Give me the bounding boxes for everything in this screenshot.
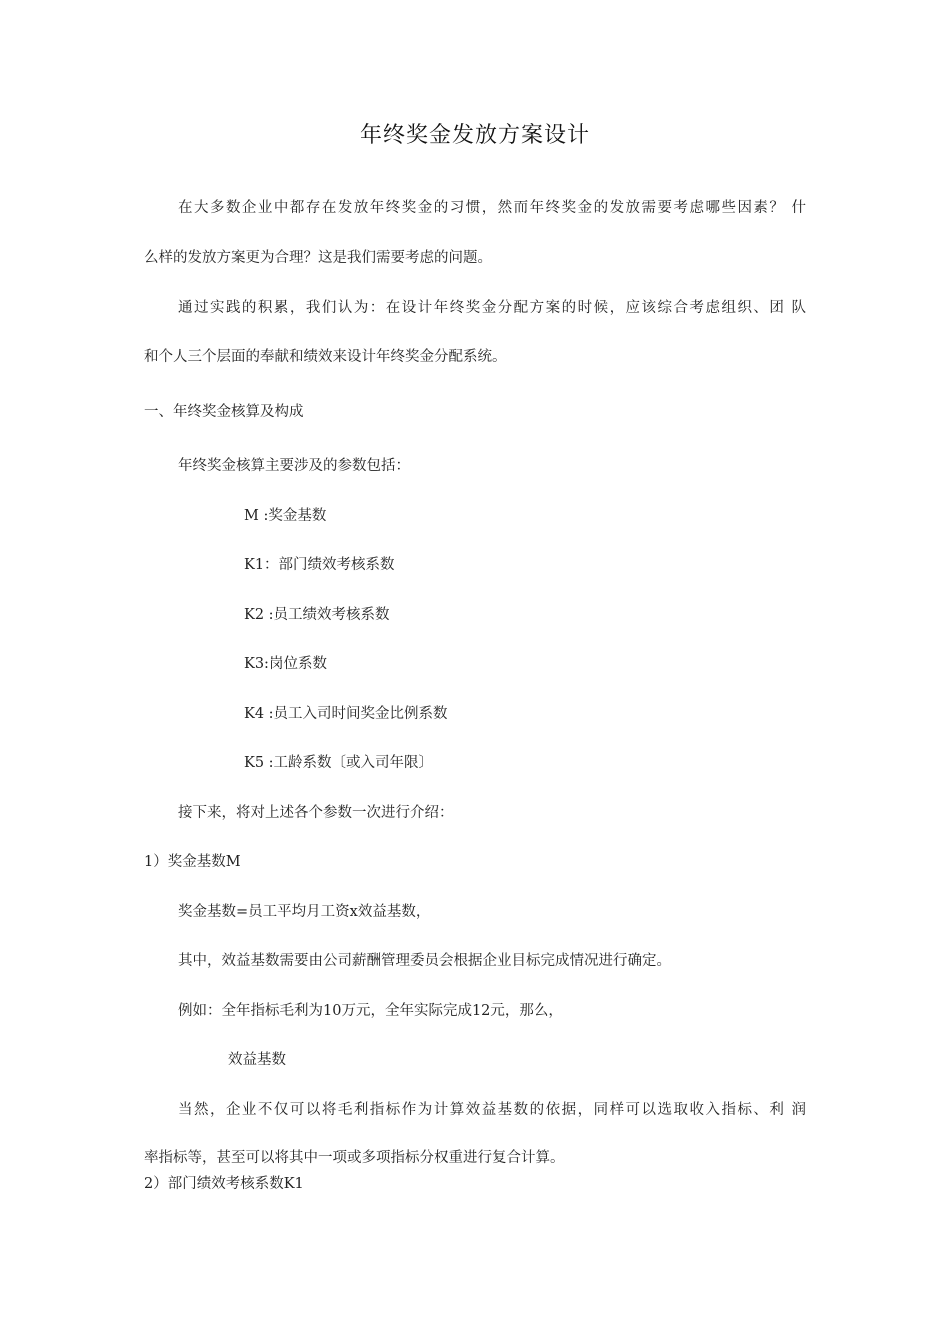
subheading-1: 1）奖金基数M bbox=[144, 854, 241, 870]
paragraph-2-line-2: 和个人三个层面的奉献和绩效来设计年终奖金分配系统。 bbox=[144, 349, 507, 365]
paragraph-3-line-1: 当然，企业不仅可以将毛利指标作为计算效益基数的依据，同样可以选取收入指标、利 润 bbox=[178, 1102, 806, 1118]
paragraph-3-line-2: 率指标等，甚至可以将其中一项或多项指标分权重进行复合计算。 bbox=[144, 1150, 565, 1166]
param-item: K5 :工龄系数〔或入司年限〕 bbox=[244, 755, 434, 771]
params-intro: 年终奖金核算主要涉及的参数包括： bbox=[178, 458, 410, 474]
benefit-label: 效益基数 bbox=[228, 1052, 286, 1068]
param-item: K3:岗位系数 bbox=[244, 656, 327, 672]
subheading-2: 2）部门绩效考核系数K1 bbox=[144, 1176, 304, 1192]
document-title: 年终奖金发放方案设计 bbox=[359, 123, 590, 148]
formula-line: 奖金基数=员工平均月工资x效益基数， bbox=[178, 904, 431, 920]
param-item: K1：部门绩效考核系数 bbox=[244, 557, 395, 573]
param-item: K2 :员工绩效考核系数 bbox=[244, 607, 390, 623]
paragraph-1-line-1: 在大多数企业中都存在发放年终奖金的习惯，然而年终奖金的发放需要考虑哪些因素？ 什 bbox=[178, 200, 806, 216]
param-item: M :奖金基数 bbox=[244, 508, 327, 524]
note-line: 其中，效益基数需要由公司薪酬管理委员会根据企业目标完成情况进行确定。 bbox=[178, 953, 671, 969]
section-heading-1: 一、年终奖金核算及构成 bbox=[144, 404, 304, 420]
example-line: 例如：全年指标毛利为10万元，全年实际完成12元，那么， bbox=[178, 1003, 563, 1019]
paragraph-1-line-2: 么样的发放方案更为合理？这是我们需要考虑的问题。 bbox=[144, 250, 492, 266]
next-intro: 接下来，将对上述各个参数一次进行介绍： bbox=[178, 805, 454, 821]
param-item: K4 :员工入司时间奖金比例系数 bbox=[244, 706, 448, 722]
paragraph-2-line-1: 通过实践的积累，我们认为：在设计年终奖金分配方案的时候，应该综合考虑组织、团 队 bbox=[178, 300, 806, 316]
